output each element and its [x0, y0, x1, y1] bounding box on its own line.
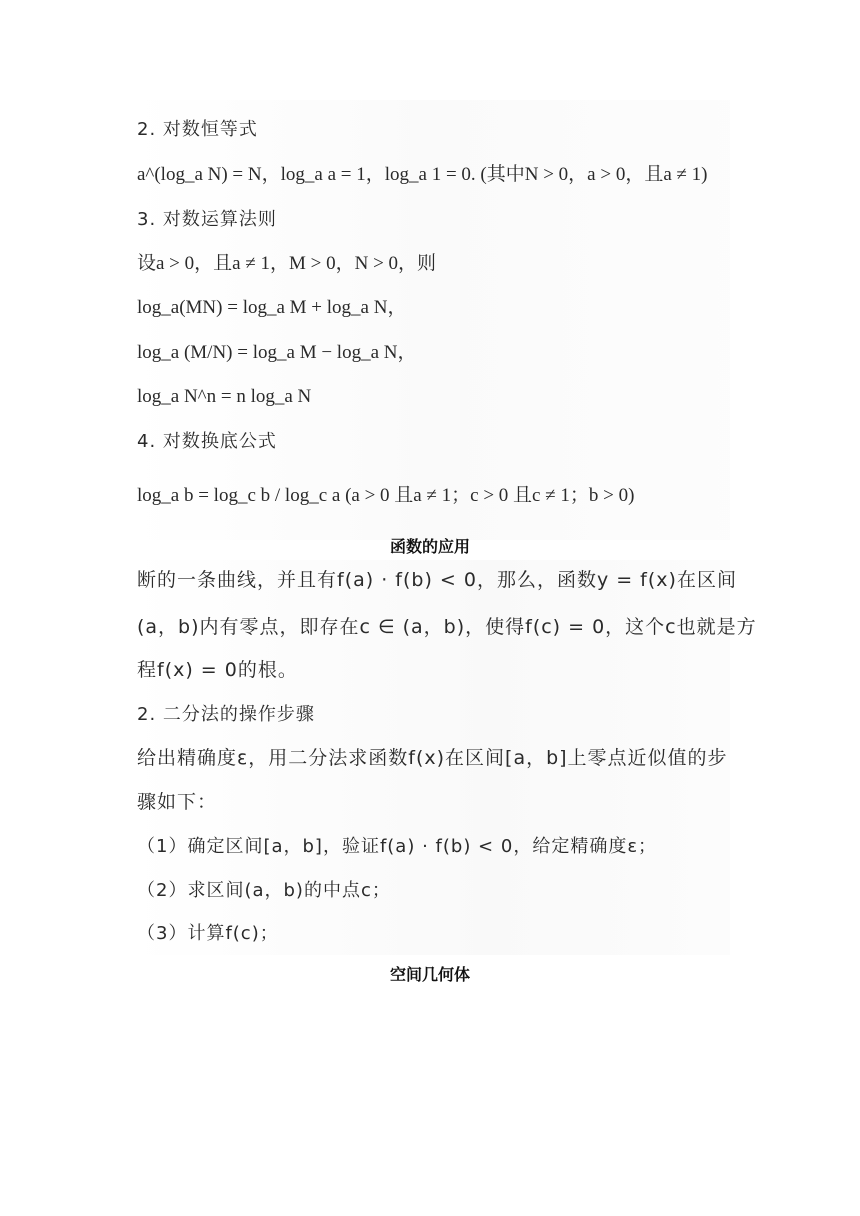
formula-log-identity: a^(log_a N) = N，log_a a = 1，log_a 1 = 0. (其中N > 0，a > 0，且a ≠ 1) [137, 164, 708, 185]
paragraph-line: 断的一条曲线，并且有f(a) · f(b) < 0，那么，函数y = f(x)在区间 [137, 569, 737, 591]
rule-quotient: log_a (M/N) = log_a M − log_a N， [137, 342, 417, 363]
section-title-function-application: 函数的应用 [389, 537, 470, 556]
formula-change-of-base: log_a b = log_c b / log_c a (a > 0 且a ≠ 1；c > 0 且c ≠ 1；b > 0) [137, 485, 635, 506]
paragraph-line: 程f(x) = 0的根。 [137, 659, 298, 681]
heading-log-identity: 2. 对数恒等式 [137, 119, 258, 140]
paragraph-line: (a，b)内有零点，即存在c ∈ (a，b)，使得f(c) = 0，这个c也就是方 [137, 616, 757, 638]
rule-condition: 设a > 0，且a ≠ 1，M > 0，N > 0，则 [137, 253, 437, 274]
step-2: （2）求区间(a，b)的中点c； [137, 880, 391, 901]
step-1: （1）确定区间[a，b]，验证f(a) · f(b) < 0，给定精确度ε； [137, 836, 658, 857]
paragraph-line: 给出精确度ε，用二分法求函数f(x)在区间[a，b]上零点近似值的步 [137, 747, 728, 769]
heading-bisection-steps: 2. 二分法的操作步骤 [137, 704, 315, 725]
rule-power: log_a N^n = n log_a N [137, 386, 312, 407]
step-3: （3）计算f(c)； [137, 923, 279, 944]
heading-change-of-base: 4. 对数换底公式 [137, 431, 277, 452]
section-title-solid-geometry: 空间几何体 [389, 965, 470, 984]
paragraph-line: 骤如下： [137, 791, 218, 813]
heading-log-rules: 3. 对数运算法则 [137, 209, 277, 230]
rule-product: log_a(MN) = log_a M + log_a N， [137, 297, 407, 318]
